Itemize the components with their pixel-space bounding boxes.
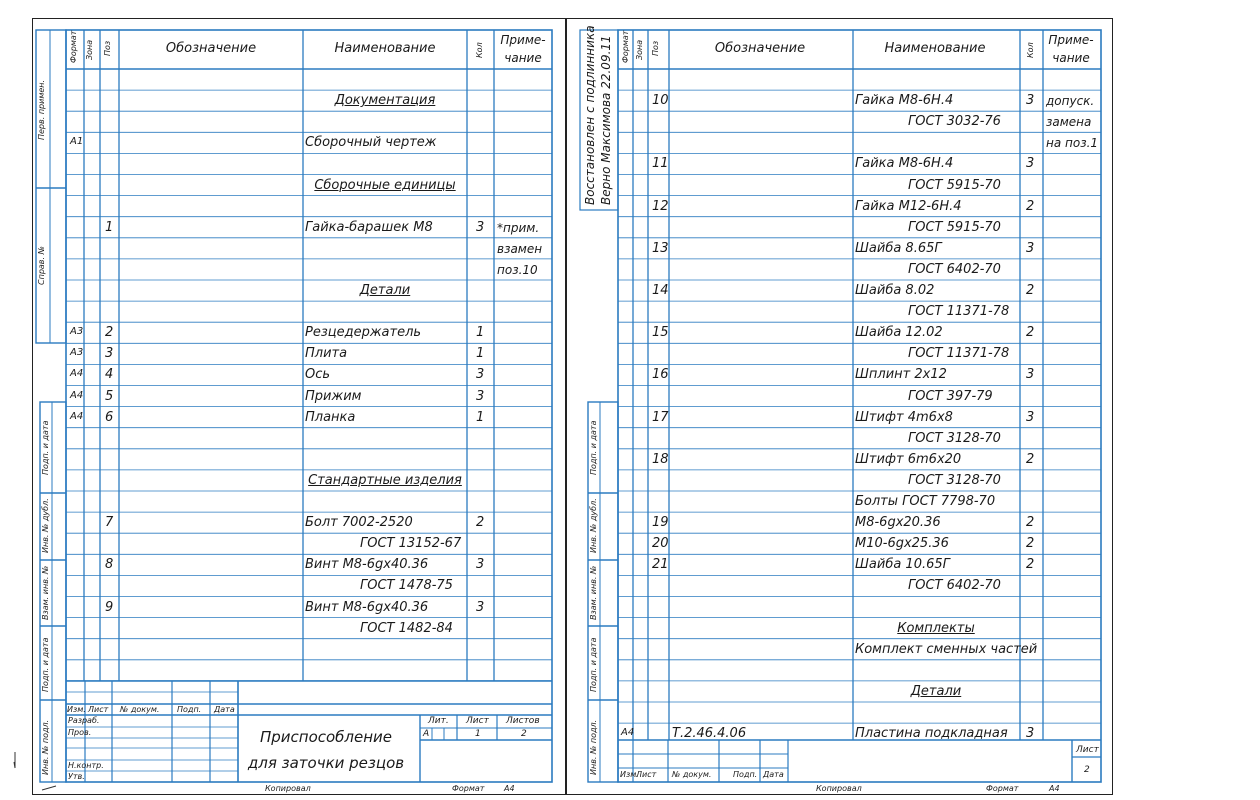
format-cell: А4 [70,410,84,422]
tb-izm: Изм. [67,705,86,714]
name-cell: ГОСТ 3128-70 [908,472,1001,488]
position-cell: 14 [652,283,669,298]
axis-x-icon [42,786,56,790]
qty-cell: 2 [1026,283,1035,298]
name-cell: ГОСТ 11371-78 [908,346,1010,362]
tb-list-value: 2 [1084,765,1090,775]
tb-podp: Подп. [177,705,202,714]
tb-ndoc: № докум. [120,705,160,714]
name-cell: ГОСТ 11371-78 [908,304,1010,320]
note-cell: допуск. [1046,94,1095,109]
side-perv-primen: Перв. примен. [37,79,46,140]
name-cell: Шайба 10.65Г [855,557,950,573]
qty-cell: 1 [476,346,485,362]
name-cell: Штифт 6m6х20 [855,451,962,467]
format-cell: А4 [70,368,84,380]
drawing-title-1: Приспособление [259,728,393,746]
name-cell: М8-6gх20.36 [855,515,941,531]
section-heading: Стандартные изделия [308,472,462,488]
qty-cell: 2 [1026,536,1035,552]
section-heading: Комплекты [897,620,975,636]
side-podp-data-2: Подп. и дата [41,637,50,692]
side-podp-data: Подп. и дата [41,420,50,475]
tb-nkontr: Н.контр. [68,761,104,770]
qty-cell: 3 [476,557,485,573]
note-cell: поз.10 [497,262,538,277]
tb-lit-label: Лит. [428,716,449,726]
footer-format-value: А4 [1049,784,1060,793]
position-cell: 1 [105,219,114,235]
position-cell: 21 [652,557,669,573]
designation-cell: Т.2.46.4.06 [672,726,747,742]
format-cell: А3 [70,326,84,338]
qty-cell: 3 [1026,93,1035,109]
position-cell: 8 [105,557,114,573]
header-format: Формат [621,30,630,63]
position-cell: 19 [652,515,669,531]
position-cell: 11 [652,156,669,172]
qty-cell: 3 [1026,726,1035,742]
side-podp-data-2: Подп. и дата [589,637,598,692]
name-cell: М10-6gх25.36 [855,536,949,552]
tb-data: Дата [214,705,235,714]
header-note-2: чание [1052,51,1090,65]
name-cell: Гайка-барашек М8 [305,219,433,235]
format-cell: А3 [70,347,84,359]
header-name: Наименование [334,41,436,56]
tb-izm: Изм. [620,770,639,779]
name-cell: Комплект сменных частей [855,641,1038,657]
side-vzam-inv: Взам. инв. № [41,565,50,620]
header-pos: Поз [651,40,660,56]
name-cell: Планка [305,409,356,425]
qty-cell: 3 [1026,367,1035,383]
name-cell: Штифт 4m6х8 [855,409,953,425]
qty-cell: 3 [476,599,485,615]
tb-listov-label: Листов [506,716,540,726]
position-cell: 7 [105,515,114,531]
qty-cell: 3 [1026,240,1035,256]
qty-cell: 2 [1026,198,1035,214]
name-cell: Сборочный чертеж [305,135,437,151]
name-cell: Болты ГОСТ 7798-70 [855,494,996,509]
drawing-title-2: для заточки резцов [247,754,405,772]
footer-format: Формат [986,784,1019,793]
qty-cell: 3 [1026,409,1035,425]
format-cell: А4 [621,727,635,739]
header-designation: Обозначение [714,41,806,56]
stamp-line-2: Верно Максимова 22.09.11 [599,35,613,205]
position-cell: 5 [105,388,114,404]
footer-format: Формат [452,784,485,793]
section-heading: Сборочные единицы [314,177,456,193]
position-cell: 9 [105,599,114,615]
name-cell: ГОСТ 1482-84 [360,620,453,636]
name-cell: Шайба 12.02 [855,325,943,341]
section-heading: Документация [334,93,436,109]
name-cell: ГОСТ 13152-67 [360,536,462,552]
side-inv-podl: Инв. № подл. [41,719,50,775]
note-cell: замена [1046,115,1092,130]
footer-format-value: А4 [504,784,515,793]
tb-lit-value: А [423,729,430,739]
name-cell: Шайба 8.65Г [855,240,942,256]
qty-cell: 2 [1026,515,1035,531]
header-note-1: Приме- [1048,33,1094,47]
name-cell: ГОСТ 5915-70 [908,219,1001,235]
name-cell: Прижим [305,388,362,404]
header-designation: Обозначение [165,41,257,56]
side-inv-podl: Инв. № подл. [589,719,598,775]
note-cell: *прим. [497,220,540,235]
position-cell: 16 [652,367,669,383]
qty-cell: 1 [476,325,485,341]
qty-cell: 1 [476,409,485,425]
qty-cell: 3 [476,367,485,383]
tb-prov: Пров. [68,728,92,737]
name-cell: ГОСТ 3128-70 [908,430,1001,446]
footer-copied: Копировал [265,784,311,793]
qty-cell: 2 [476,515,485,531]
position-cell: 4 [105,367,114,383]
name-cell: Гайка М12-6Н.4 [855,198,962,214]
tb-podp: Подп. [733,770,758,779]
sheet2-frame [618,30,1101,782]
section-heading: Детали [359,283,411,298]
position-cell: 6 [105,409,114,425]
position-cell: 18 [652,451,669,467]
header-qty: Кол [1026,42,1035,58]
tb-list-label: Лист [1076,745,1099,755]
tb-list-value: 1 [475,729,481,739]
header-note-1: Приме- [500,33,546,47]
position-cell: 13 [652,240,669,256]
note-cell: взамен [497,241,543,256]
name-cell: ГОСТ 6402-70 [908,261,1001,277]
side-podp-data: Подп. и дата [589,420,598,475]
header-format: Формат [69,30,78,63]
side-inv-dubl: Инв. № дубл. [41,498,50,553]
position-cell: 3 [105,346,114,362]
name-cell: Плита [305,346,348,362]
name-cell: Шплинт 2х12 [855,367,947,383]
name-cell: Гайка М8-6Н.4 [855,93,954,109]
header-zone: Зона [85,39,94,60]
format-cell: А4 [70,389,84,401]
position-cell: 12 [652,198,669,214]
name-cell: Шайба 8.02 [855,283,935,298]
section-heading: Детали [910,683,962,699]
sheet1-side-strip-top [36,30,66,343]
qty-cell: 2 [1026,325,1035,341]
tb-listov-value: 2 [521,729,527,739]
name-cell: Винт М8-6gх40.36 [305,599,429,615]
name-cell: Резцедержатель [305,325,422,341]
qty-cell: 2 [1026,557,1035,573]
name-cell: ГОСТ 397-79 [908,388,993,404]
header-zone: Зона [635,39,644,60]
stamp-line-1: Восстановлен с подлинника [583,25,597,205]
format-cell: А1 [70,136,84,148]
header-pos: Поз [103,40,112,56]
qty-cell: 2 [1026,451,1035,467]
name-cell: ГОСТ 6402-70 [908,578,1001,594]
name-cell: ГОСТ 3032-76 [908,114,1001,130]
side-sprav-no: Справ. № [37,246,46,285]
name-cell: Пластина подкладная [855,726,1008,742]
position-cell: 17 [652,409,669,425]
name-cell: Ось [305,367,331,383]
position-cell: 15 [652,325,669,341]
position-cell: 20 [652,536,669,552]
footer-copied: Копировал [816,784,862,793]
position-cell: 2 [105,325,114,341]
header-name: Наименование [884,41,986,56]
name-cell: Винт М8-6gх40.36 [305,557,429,573]
tb-list: Лист [88,705,109,714]
side-vzam-inv: Взам. инв. № [589,565,598,620]
position-cell: 10 [652,93,669,109]
header-qty: Кол [475,42,484,58]
name-cell: ГОСТ 1478-75 [360,578,453,594]
qty-cell: 3 [476,388,485,404]
qty-cell: 3 [476,219,485,235]
side-inv-dubl: Инв. № дубл. [589,498,598,553]
qty-cell: 3 [1026,156,1035,172]
note-cell: на поз.1 [1046,136,1099,151]
tb-list: Лист [636,770,657,779]
tb-list-label: Лист [466,716,489,726]
tb-razrab: Разраб. [68,716,100,725]
header-note-2: чание [504,51,542,65]
name-cell: Гайка М8-6Н.4 [855,156,954,172]
name-cell: ГОСТ 5915-70 [908,177,1001,193]
name-cell: Болт 7002-2520 [305,515,413,531]
tb-data: Дата [763,770,784,779]
tb-ndoc: № докум. [672,770,712,779]
tb-utv: Утв. [68,772,85,781]
